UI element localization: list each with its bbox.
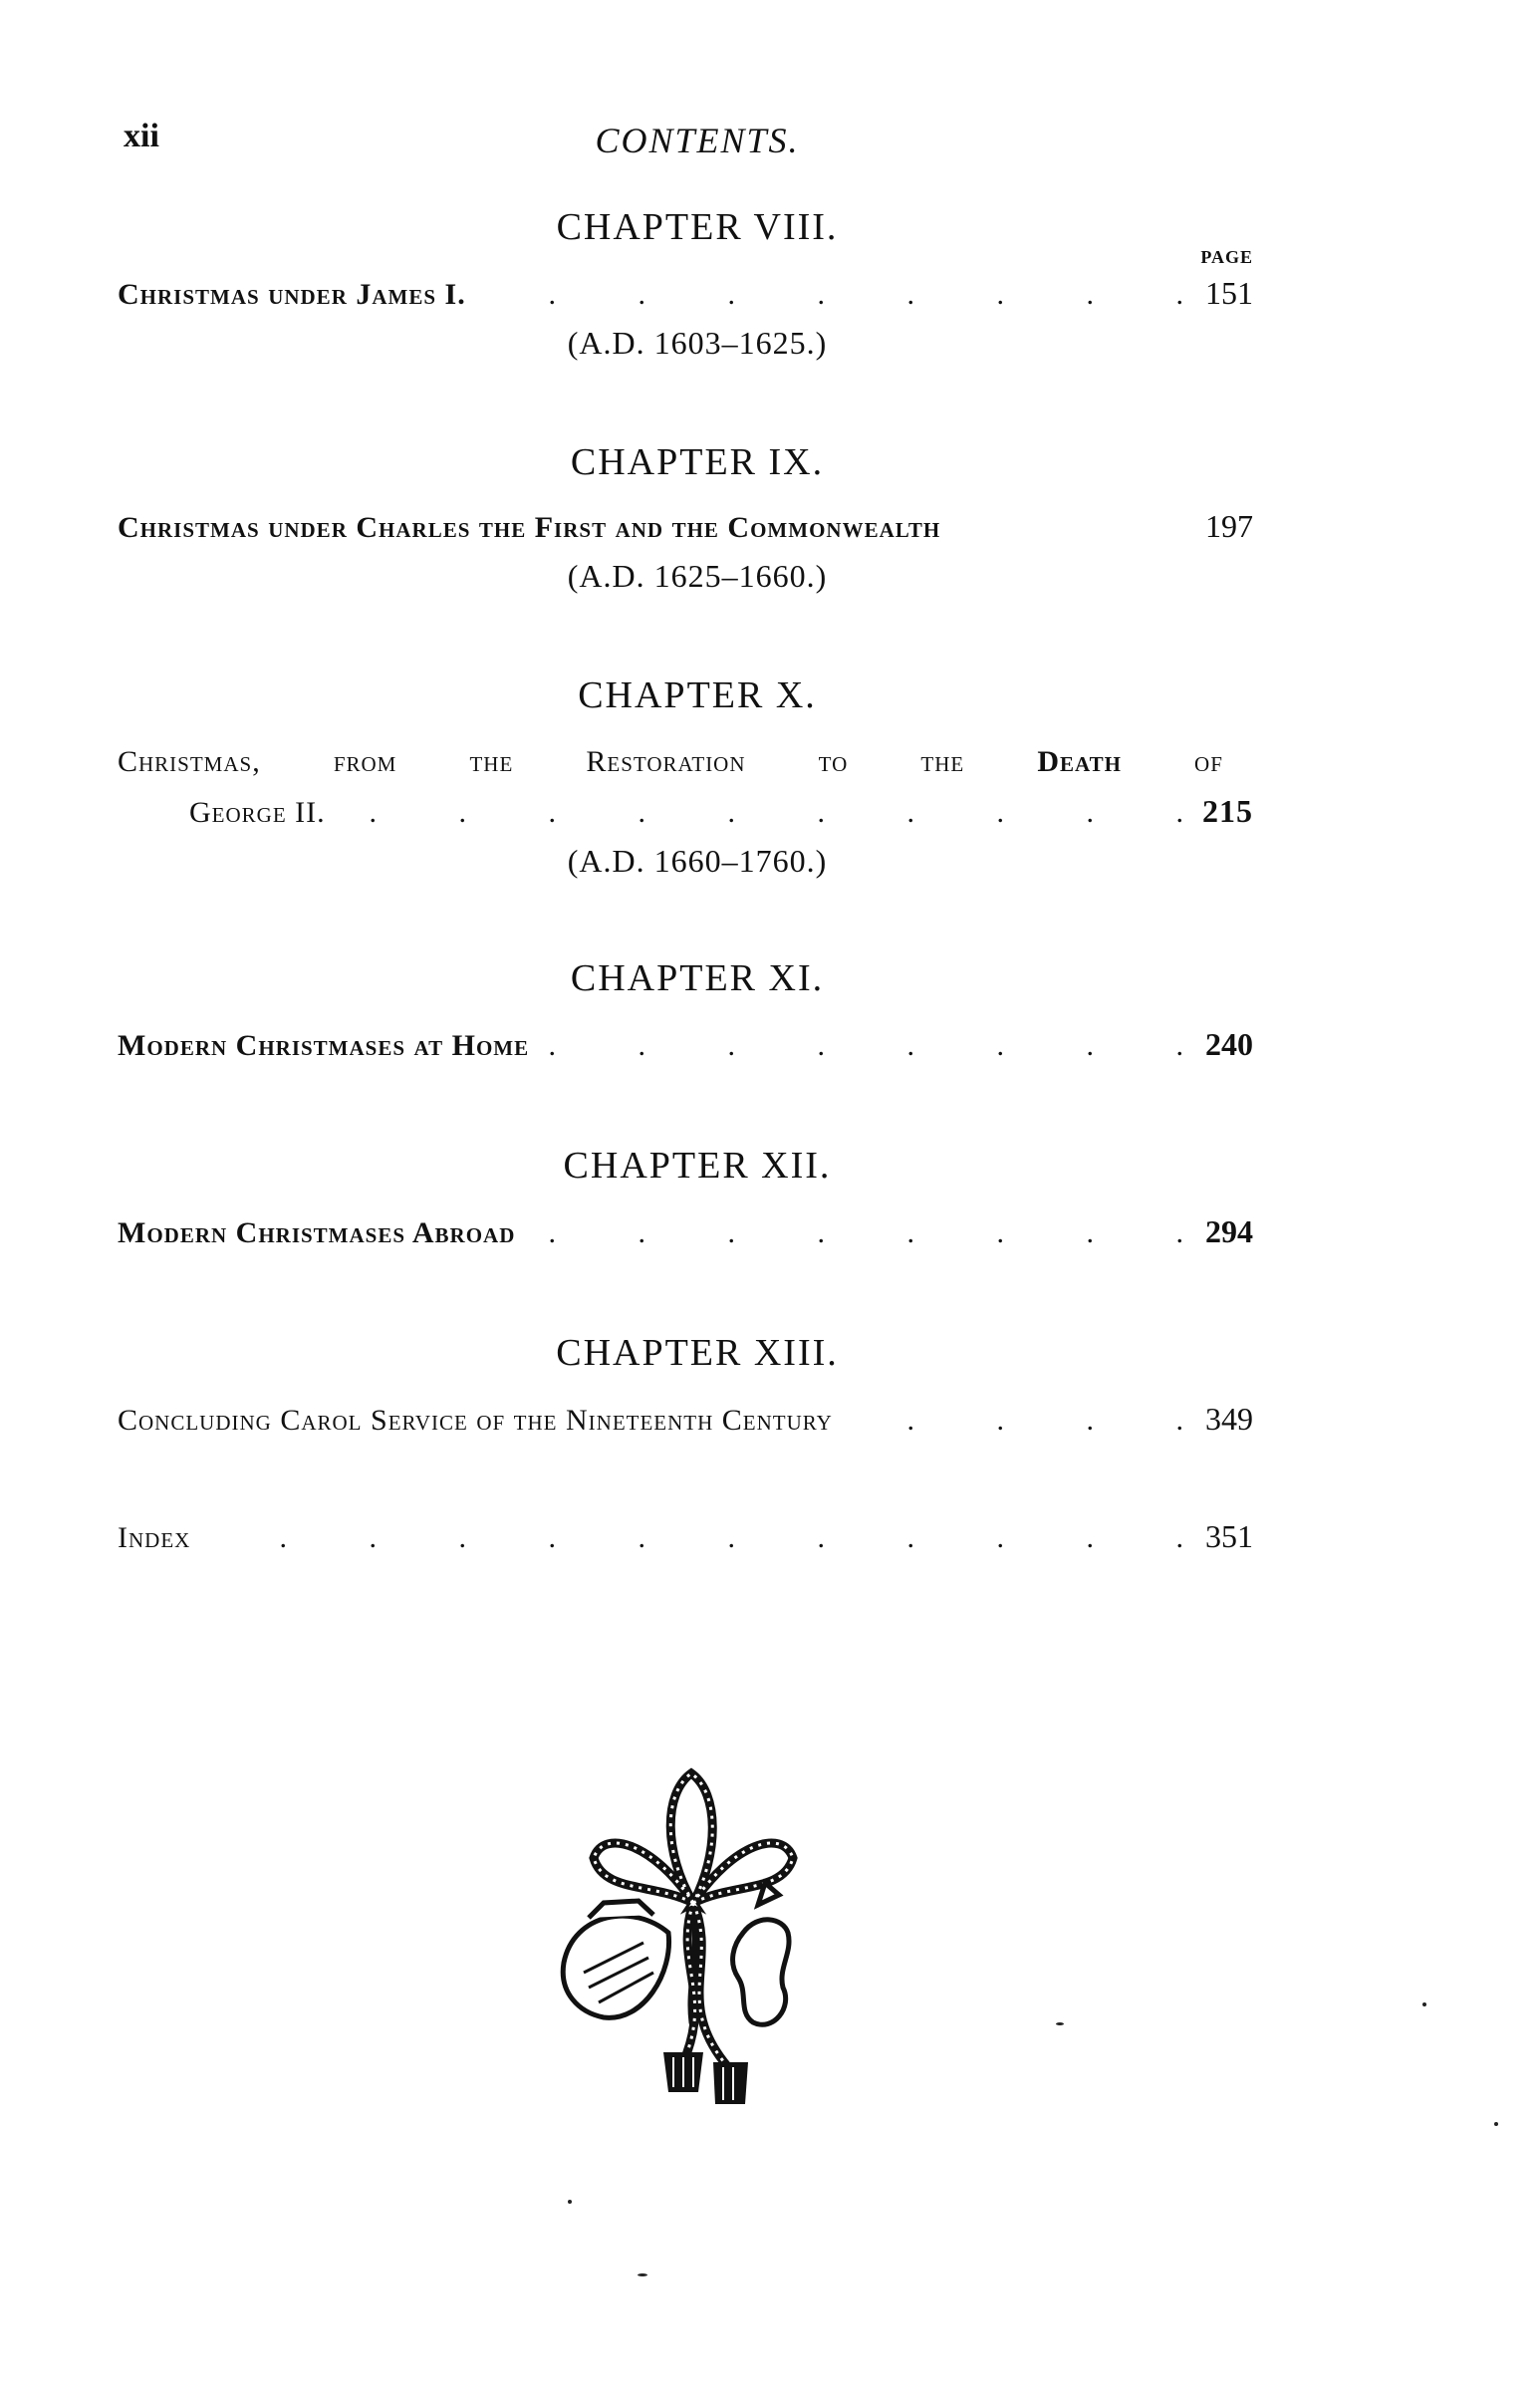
title-word: the [920,745,965,778]
toc-entry-page: 197 [1205,508,1253,544]
chapter-heading: CHAPTER X. [578,674,817,716]
running-head: CONTENTS. [595,121,800,160]
toc-entry-page: 294 [1205,1213,1253,1249]
dot-leader [843,1404,1183,1438]
toc-entry[interactable] [118,1026,1253,1063]
chapter-heading: CHAPTER IX. [570,441,825,483]
chapter-heading: CHAPTER VIII. [556,206,839,248]
title-word: the [469,745,514,778]
toc-entry[interactable] [118,508,1253,545]
toc-entry-page: 151 [1205,275,1253,311]
toc-entry-title: Concluding Carol Service of the Nineteenth Century [118,1404,833,1437]
title-word: Death [1037,745,1122,778]
title-word: of [1194,745,1223,778]
toc-entry[interactable] [118,275,1253,312]
date-range: (A.D. 1625–1660.) [567,558,828,594]
title-word: from [333,745,397,778]
title-word: Christmas, [118,745,261,778]
date-range: (A.D. 1603–1625.) [567,325,828,361]
scan-speck [1056,2022,1064,2025]
scan-speck [638,2273,647,2276]
dot-leader [539,1029,1183,1063]
toc-entry-page: 215 [1202,793,1253,829]
dot-leader [476,278,1183,312]
scan-speck [568,2200,572,2204]
toc-entry-title: George II. [189,796,326,829]
toc-entry-page: 351 [1205,1518,1253,1554]
scan-speck [1494,2122,1498,2126]
page-column-label: PAGE [1200,247,1253,267]
chapter-heading: CHAPTER XI. [570,957,825,999]
title-word: Restoration [586,745,746,778]
chapter-heading: CHAPTER XIII. [556,1332,839,1374]
toc-entry-title-line1 [118,745,1223,779]
dot-leader [336,796,1183,830]
toc-entry-index[interactable] [118,1518,1253,1555]
toc-entry-title: Christmas under Charles the First and the Commonwealth [118,511,941,544]
toc-entry-page: 240 [1205,1026,1253,1062]
toc-entry-title: Modern Christmases at Home [118,1029,530,1062]
dot-leader [200,1521,1183,1555]
title-word: to [818,745,849,778]
ribbon-knot-ornament-icon [544,1733,843,2112]
toc-entry-title: Christmas under James I. [118,278,466,311]
toc-entry-title-line2 [189,793,1253,830]
toc-entry[interactable] [118,1401,1253,1438]
toc-entry-title: Index [118,1521,191,1554]
toc-entry-page: 349 [1205,1401,1253,1437]
scan-speck [1422,2002,1426,2006]
dot-leader [525,1216,1183,1250]
page-number: xii [124,118,159,154]
toc-entry-wrapped[interactable] [118,745,1253,829]
toc-entry[interactable] [118,1213,1253,1250]
toc-entry-title: Modern Christmases Abroad [118,1216,516,1249]
chapter-heading: CHAPTER XII. [563,1145,832,1187]
date-range: (A.D. 1660–1760.) [567,843,828,879]
